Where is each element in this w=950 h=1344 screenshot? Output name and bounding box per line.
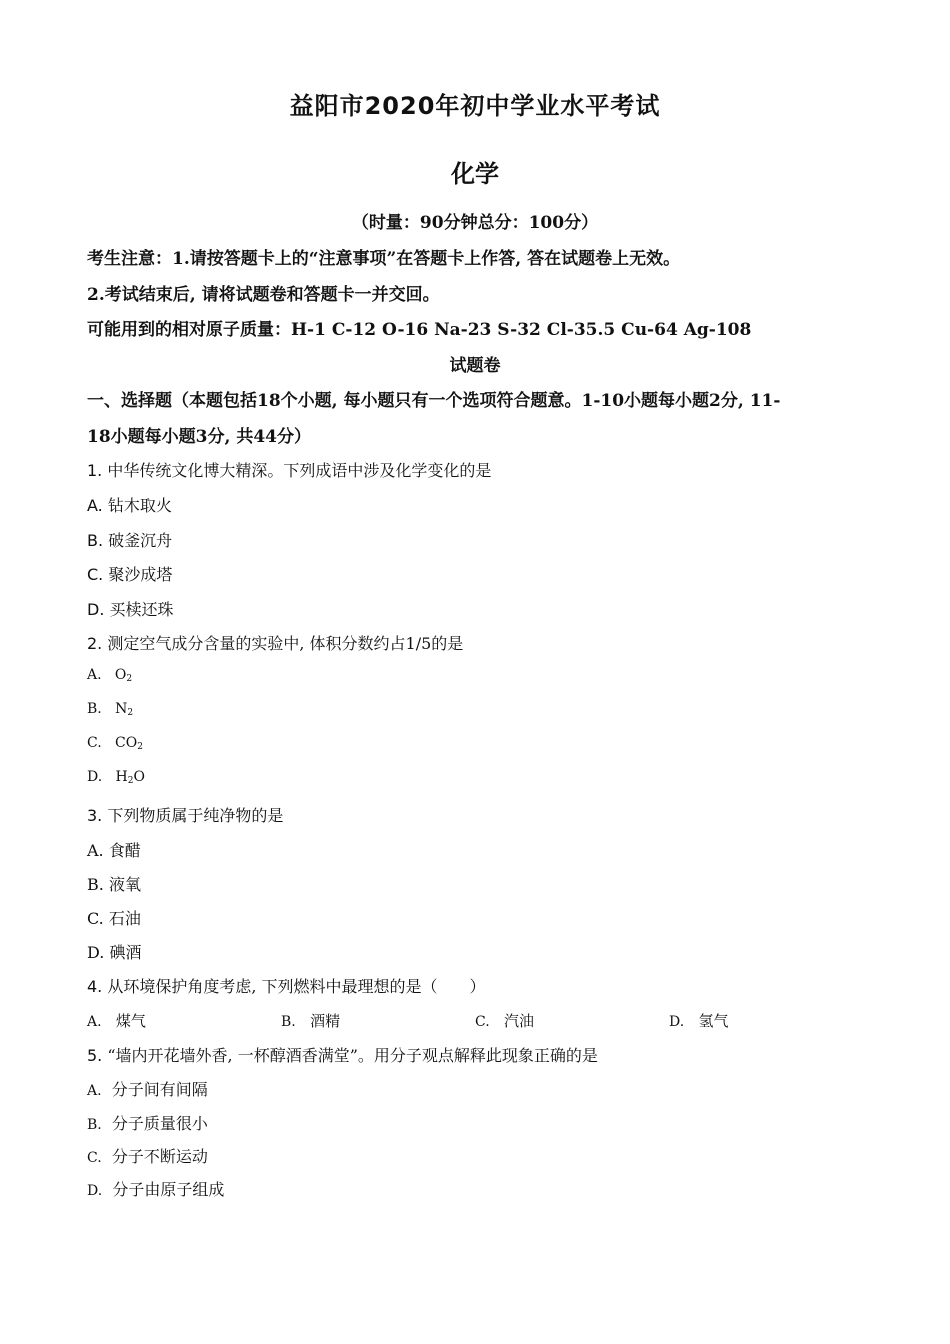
q4-option-a (87, 1010, 146, 1031)
option-text: 碘酒 (109, 943, 142, 962)
option-letter: D. (87, 600, 105, 619)
option-text: CO (115, 735, 138, 751)
time-info: （时量：90分钟总分：100分） (351, 213, 599, 233)
note-2: 2.考试结束后, 请将试题卷和答题卡一并交回。 (87, 285, 440, 305)
q4-option-d (669, 1010, 729, 1031)
paper-label: 试题卷 (449, 356, 501, 376)
q5-option-d (87, 1177, 224, 1200)
option-letter: A. (87, 841, 104, 860)
q3-option-d (87, 940, 141, 963)
question-number: 4. (87, 977, 103, 996)
option-text: N (115, 701, 128, 717)
question-stem: 中华传统文化博大精深。下列成语中涉及化学变化的是 (107, 461, 492, 480)
option-letter: D. (669, 1014, 685, 1030)
q2-option-a (87, 667, 132, 684)
option-text: H (115, 769, 128, 785)
option-text: 分子由原子组成 (112, 1180, 225, 1199)
option-letter: D. (87, 1183, 103, 1199)
q3-option-b (87, 872, 141, 895)
q1-option-d (87, 597, 174, 620)
option-text: 食醋 (108, 841, 141, 860)
question-number: 1. (87, 461, 103, 480)
option-text: 煤气 (115, 1012, 146, 1030)
option-letter: D. (87, 769, 103, 785)
q2-option-b (87, 701, 133, 718)
q3-option-a (87, 838, 141, 861)
question-stem: 测定空气成分含量的实验中, 体积分数约占1/5的是 (107, 634, 464, 653)
option-text: 钻木取火 (107, 496, 172, 515)
option-text: 液氧 (108, 875, 141, 894)
q2-option-d (87, 769, 145, 786)
option-text: 分子间有间隔 (111, 1080, 208, 1099)
q5-option-b (87, 1111, 208, 1134)
option-letter: A. (87, 1014, 102, 1030)
option-letter: B. (87, 1117, 102, 1133)
q1-option-b (87, 528, 172, 551)
option-text-after: O (133, 769, 145, 785)
subscript: 2 (127, 708, 134, 718)
atomic-masses: 可能用到的相对原子质量：H-1 C-12 O-16 Na-23 S-32 Cl-35.5 Cu-64 Ag-108 (87, 320, 752, 340)
question-stem: 下列物质属于纯净物的是 (107, 806, 284, 825)
note-1: 考生注意：1.请按答题卡上的“注意事项”在答题卡上作答, 答在试题卷上无效。 (87, 249, 681, 269)
option-text: 汽油 (503, 1012, 534, 1030)
question-5 (87, 1043, 598, 1066)
option-text: 酒精 (310, 1012, 341, 1030)
option-letter: C. (87, 1150, 102, 1166)
option-letter: C. (87, 565, 104, 584)
option-text: 聚沙成塔 (108, 565, 173, 584)
subject-title: 化学 (451, 160, 499, 188)
option-letter: B. (87, 875, 104, 894)
option-text: 分子不断运动 (111, 1147, 208, 1166)
option-letter: C. (475, 1014, 490, 1030)
question-4 (87, 974, 486, 997)
option-letter: B. (87, 531, 104, 550)
option-text: 买椟还珠 (109, 600, 174, 619)
option-letter: A. (87, 667, 102, 683)
option-text: 石油 (108, 909, 141, 928)
subscript: 2 (126, 674, 133, 684)
option-letter: B. (87, 701, 102, 717)
option-letter: A. (87, 1083, 102, 1099)
option-letter: A. (87, 496, 103, 515)
subscript: 2 (127, 776, 134, 786)
section-heading-line1: 一、选择题（本题包括18个小题, 每小题只有一个选项符合题意。1-10小题每小题2分, 11- (87, 391, 781, 411)
question-2 (87, 631, 463, 654)
section-heading-line2: 18小题每小题3分, 共44分） (87, 427, 311, 447)
q5-option-c (87, 1144, 208, 1167)
option-letter: B. (281, 1014, 296, 1030)
option-text: 破釜沉舟 (108, 531, 173, 550)
q2-option-c (87, 735, 143, 752)
question-stem: “墙内开花墙外香, 一杯醇酒香满堂”。用分子观点解释此现象正确的是 (107, 1046, 598, 1065)
q3-option-c (87, 906, 141, 929)
question-stem: 从环境保护角度考虑, 下列燃料中最理想的是（ ） (107, 977, 486, 996)
option-text: 氢气 (698, 1012, 729, 1030)
option-text: 分子质量很小 (111, 1114, 208, 1133)
option-letter: C. (87, 735, 102, 751)
q1-option-c (87, 562, 172, 585)
question-number: 5. (87, 1046, 103, 1065)
option-letter: D. (87, 943, 105, 962)
q4-option-c (475, 1010, 534, 1031)
exam-title: 益阳市2020年初中学业水平考试 (289, 92, 661, 120)
question-number: 3. (87, 806, 103, 825)
option-text: O (114, 667, 127, 683)
q1-option-a (87, 493, 172, 516)
question-number: 2. (87, 634, 103, 653)
subscript: 2 (137, 742, 143, 752)
option-letter: C. (87, 909, 104, 928)
q4-option-b (281, 1010, 340, 1031)
q5-option-a (87, 1077, 208, 1100)
question-1 (87, 458, 491, 481)
question-3 (87, 803, 283, 826)
